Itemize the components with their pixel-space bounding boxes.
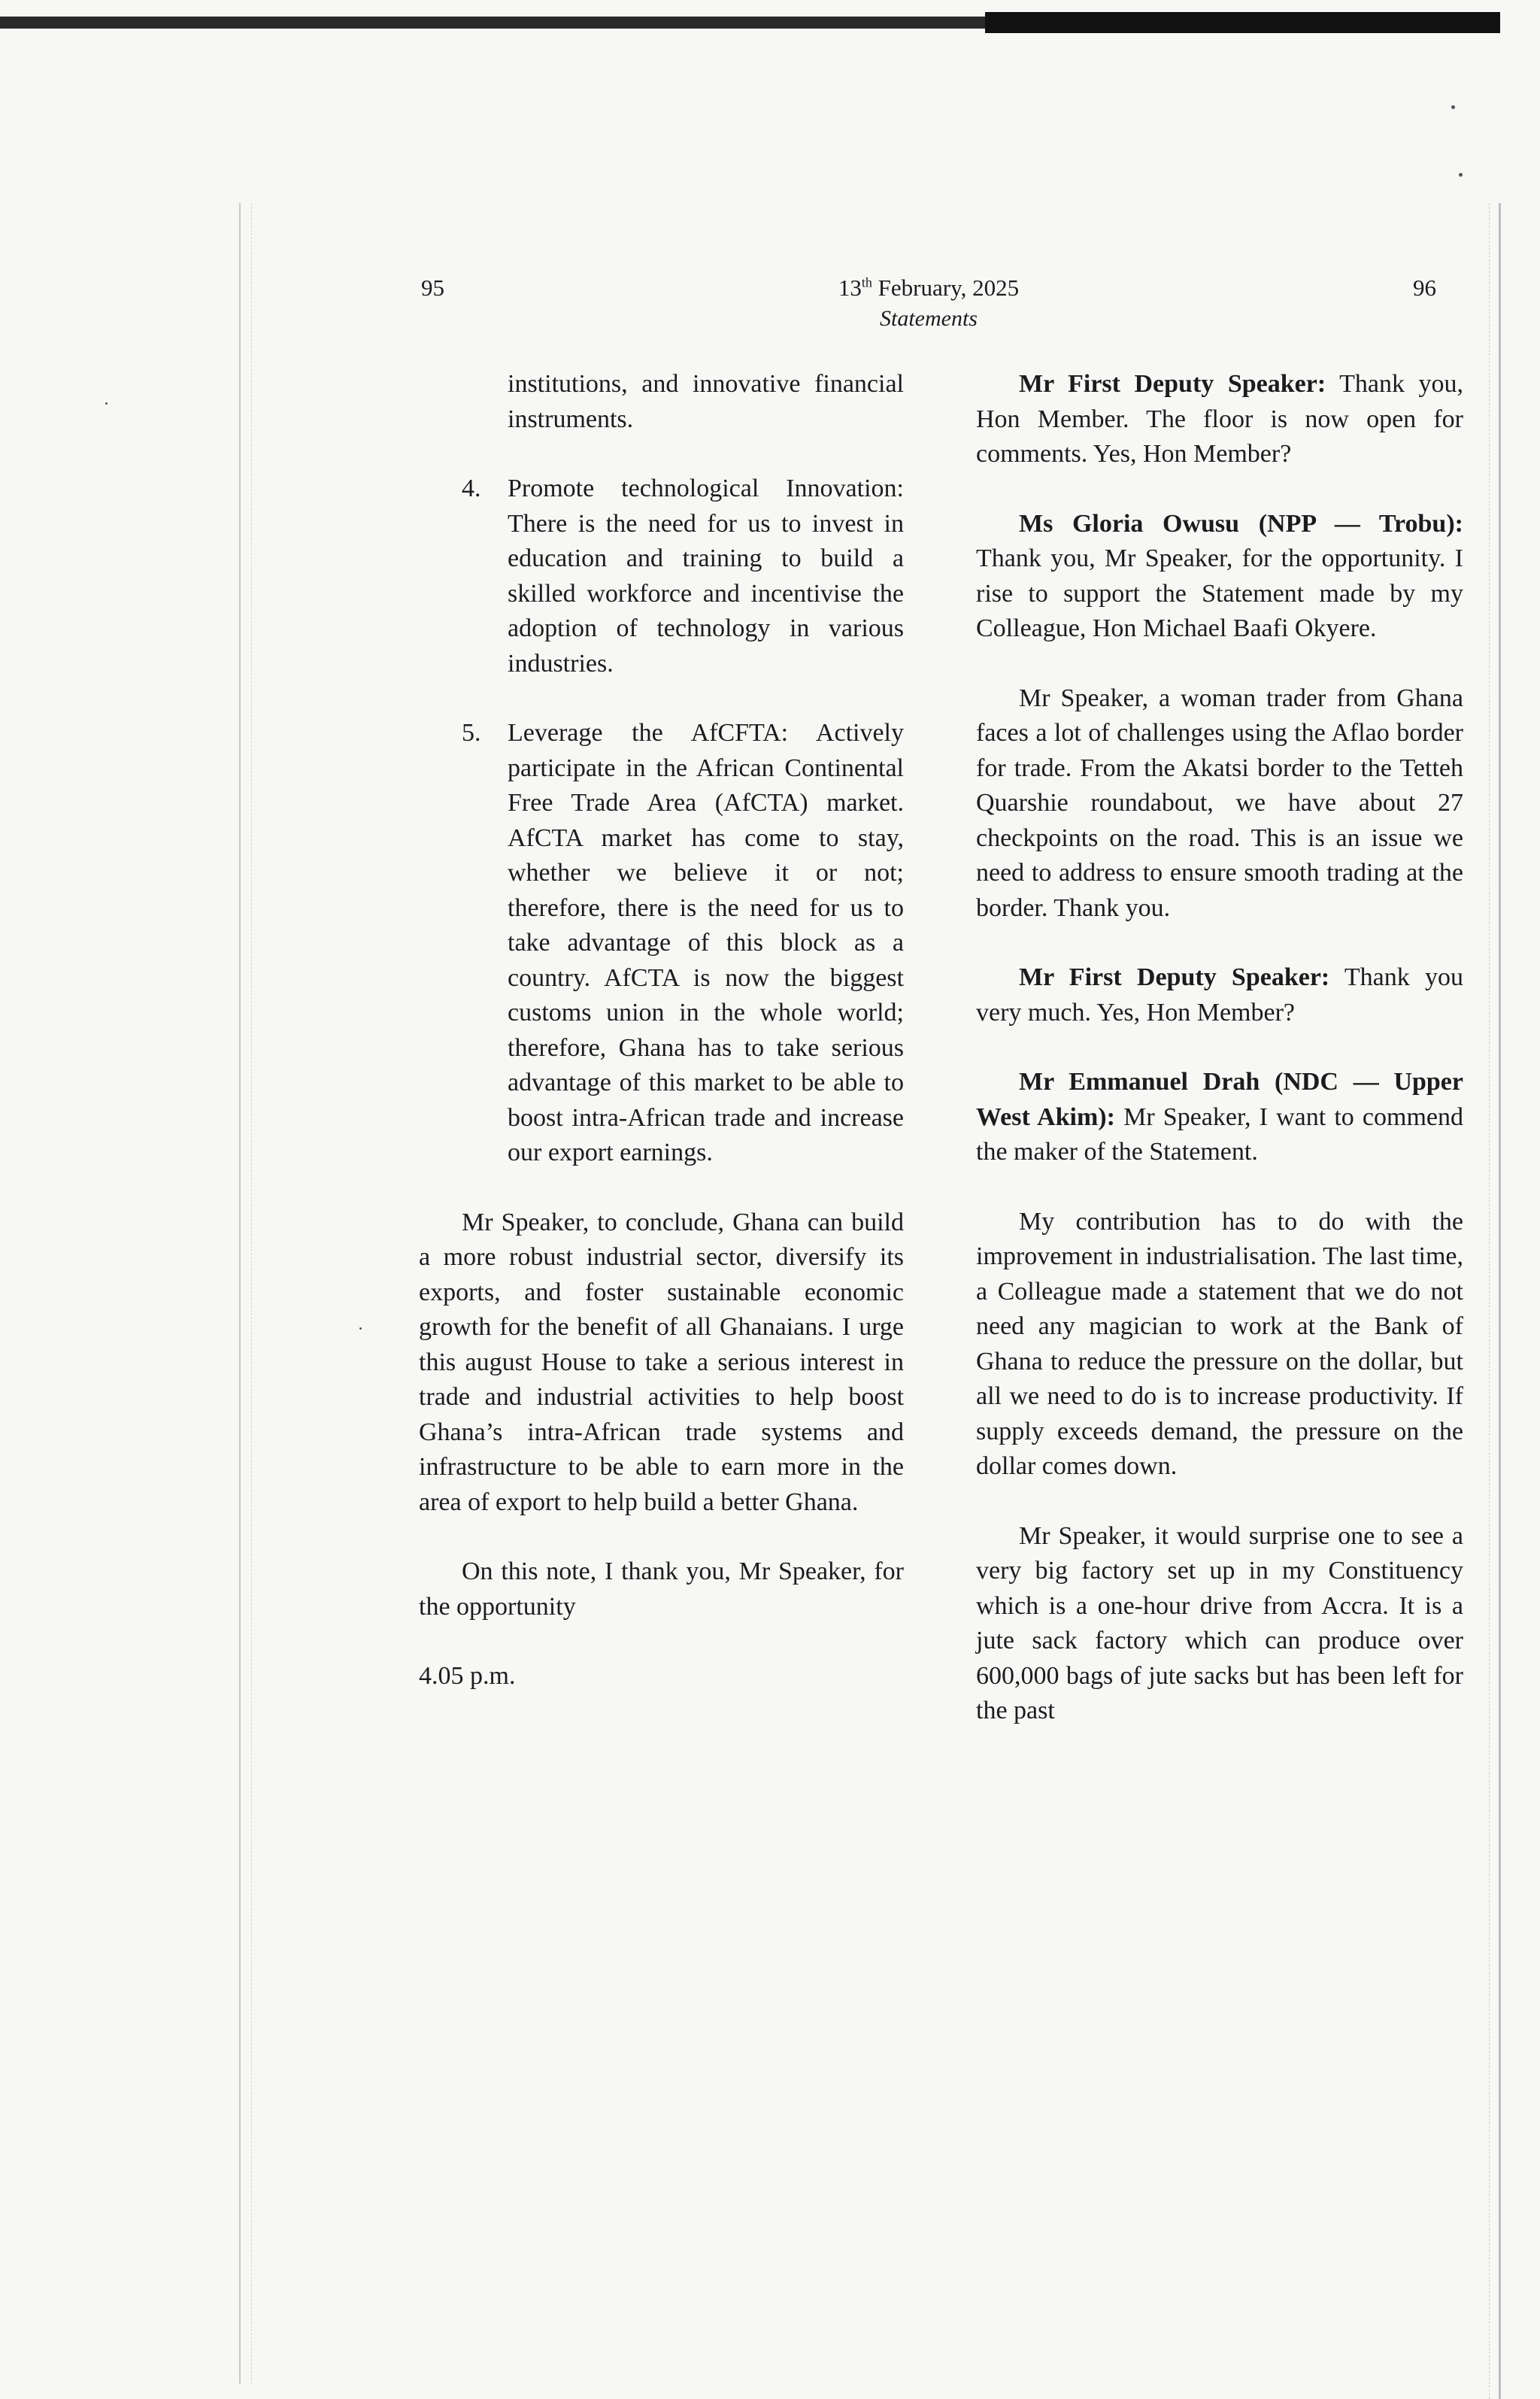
page-date: 13th February, 2025 [838,274,1020,301]
page-binding-edge-left [239,203,252,2384]
speaker-text: Mr Speaker, I want to commend the maker of the Statement. [976,1102,1463,1166]
speaker-text: Thank you, Hon Member. The floor is now open for comments. Yes, Hon Member? [976,370,1463,468]
speaker-paragraph [976,367,1463,472]
paragraph: Mr Speaker, a woman trader from Ghana faces a lot of challenges using the Aflao border for trade. From the Akatsi border to the Tetteh Quarshie roundabout, we have about 27 checkpoints on the road. This is an issue we need to address to ensure smooth trading at the border. Thank you. [976,684,1463,922]
scan-speck [1451,105,1455,109]
time-stamp: 4.05 p.m. [419,1662,516,1690]
page-binding-edge-right [1489,203,1501,2399]
paragraph: On this note, I thank you, Mr Speaker, for the opportunity [419,1557,904,1621]
continuation-paragraph: institutions, and innovative financial instruments. [508,370,904,433]
speaker-text: Thank you, Mr Speaker, for the opportunity. I rise to support the Statement made by my Colleague, Hon Michael Baafi Okyere. [976,544,1463,642]
section-title: Statements [880,306,978,331]
list-number: 4. [462,475,481,502]
speaker-text: Thank you very much. Yes, Hon Member? [976,963,1463,1027]
scan-speck [359,1327,362,1330]
paragraph: My contribution has to do with the improvement in industrialisation. The last time, a Colleague made a statement that we do not need any magician to work at the Bank of Ghana to reduce the pressure on the dollar, but all we need to do is to increase productivity. If supply exceeds demand, the pressure on the dollar comes down. [976,1207,1463,1480]
page-number-left: 95 [421,274,444,301]
scan-edge-bar-dark [985,12,1500,33]
speaker-name: Mr Emmanuel Drah (NDC — Upper West Akim): [976,1068,1463,1131]
scan-speck [105,402,108,405]
list-text: Promote technological Innovation: There is the need for us to invest in education and training to build a skilled workforce and incentivise the adoption of technology in various industries. [508,475,904,678]
scan-speck [1459,173,1463,177]
speaker-name: Ms Gloria Owusu (NPP — Trobu): [1019,509,1463,538]
page-number-right: 96 [1413,274,1436,301]
speaker-paragraph [976,1065,1463,1170]
paragraph: Mr Speaker, to conclude, Ghana can build a more robust industrial sector, diversify its exports, and foster sustainable economic growth for the benefit of all Ghanaians. I urge this august House to take a serious interest in trade and industrial activities to help boost Ghana’s intra-African trade systems and infrastructure to be able to earn more in the area of export to help build a better Ghana. [419,1208,904,1516]
right-column [976,367,1463,1729]
page-header [421,274,1436,342]
left-column [419,367,904,1729]
speaker-name: Mr First Deputy Speaker: [1019,370,1326,398]
list-number: 5. [462,719,481,747]
speaker-name: Mr First Deputy Speaker: [1019,963,1330,991]
list-item [419,472,904,681]
paragraph: Mr Speaker, it would surprise one to see a very big factory set up in my Constituency which is a one-hour drive from Accra. It is a jute sack factory which can produce over 600,000 bags of jute sacks but has been left for the past [976,1521,1463,1724]
speaker-paragraph [976,507,1463,647]
list-text: Leverage the AfCFTA: Actively participate in the African Continental Free Trade Area (AfCTA) market. AfCTA market has come to stay, whether we believe it or not; therefore, there is the need for us to take advantage of this block as a country. AfCTA is now the biggest customs union in the whole world; therefore, Ghana has to take serious advantage of this market to be able to boost intra-African trade and increase our export earnings. [508,719,904,1166]
list-item [419,716,904,1171]
speaker-paragraph [976,960,1463,1030]
